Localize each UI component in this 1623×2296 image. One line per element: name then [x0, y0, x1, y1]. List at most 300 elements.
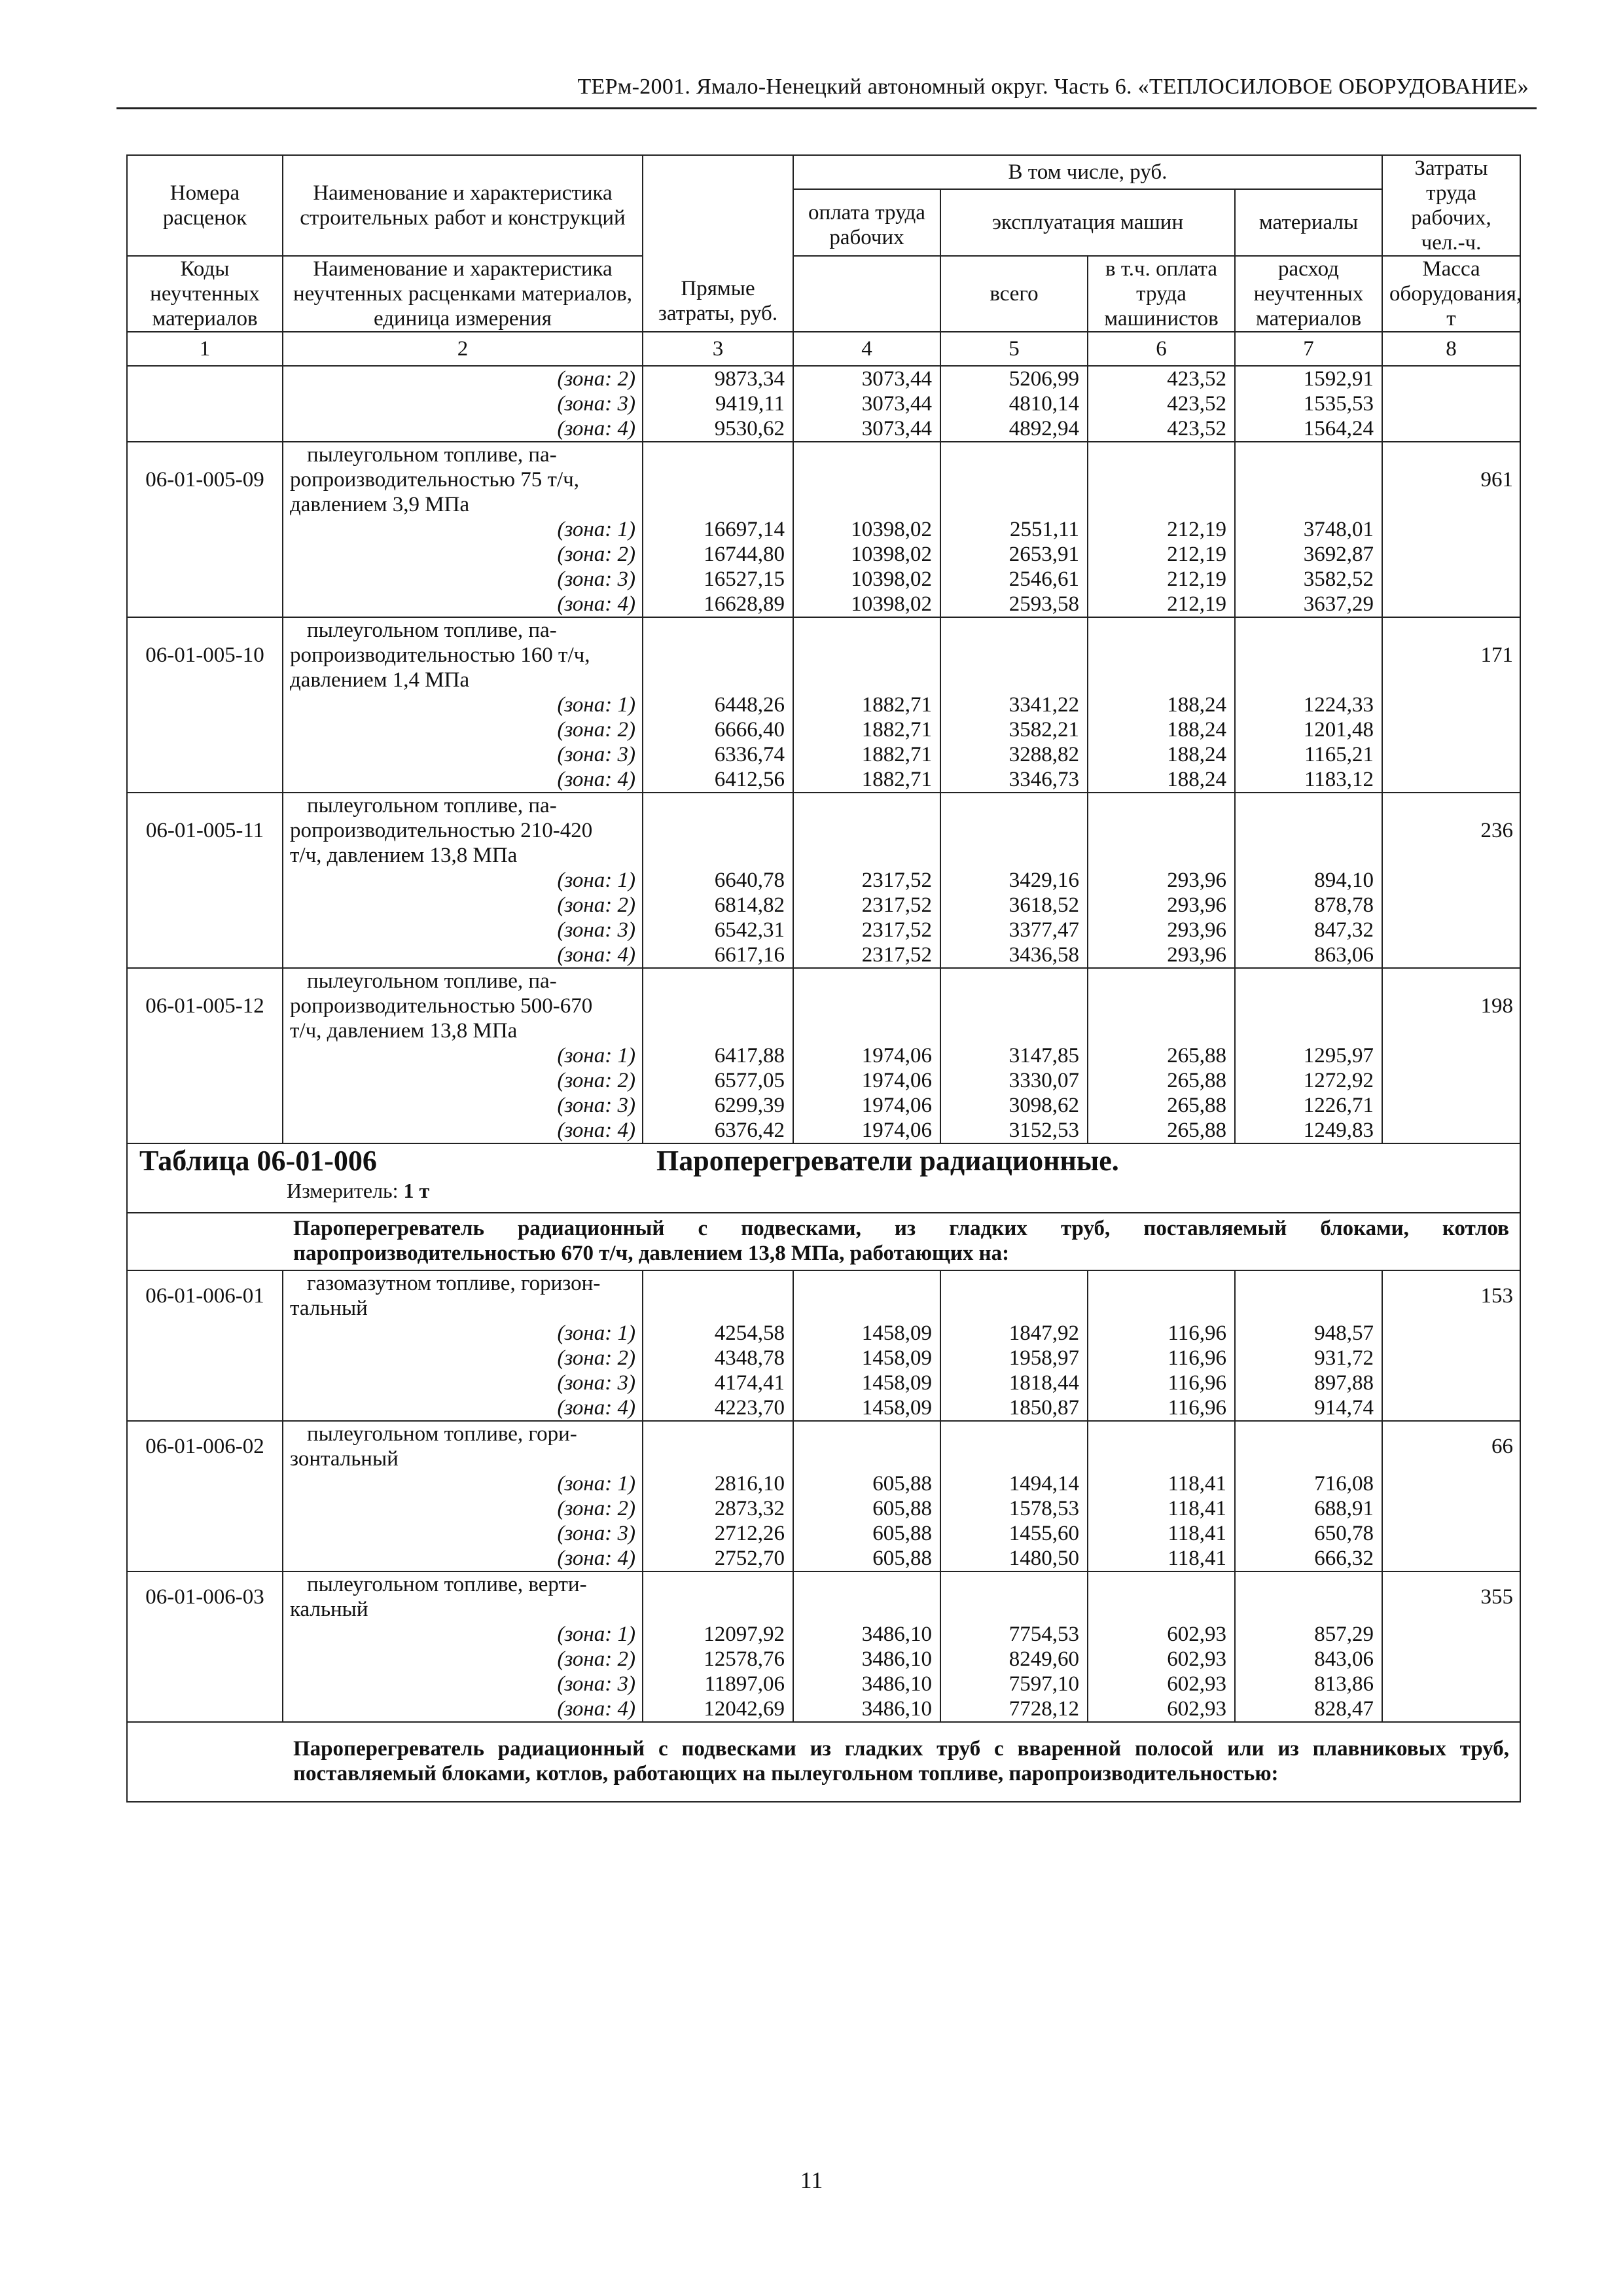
zone-row [127, 542, 1520, 567]
mass-cell [1382, 868, 1520, 893]
materials-cost: 650,78 [1235, 1521, 1382, 1546]
zone-row [127, 1471, 1520, 1496]
materials-cost: 3692,87 [1235, 542, 1382, 567]
machinist-wages: 293,96 [1088, 942, 1235, 968]
direct-cost: 4348,78 [643, 1346, 793, 1371]
zone-label: (зона: 2) [283, 542, 643, 567]
header-title: ТЕРм-2001. Ямало-Ненецкий автономный округ. Часть 6. «ТЕПЛОСИЛОВОЕ ОБОРУДОВАНИЕ» [577, 75, 1529, 99]
col-number: 8 [1382, 332, 1520, 366]
equipment-mass: 355 [1382, 1571, 1520, 1622]
zone-label: (зона: 1) [283, 1622, 643, 1647]
machinist-wages: 212,19 [1088, 542, 1235, 567]
zone-row [127, 1118, 1520, 1143]
mass-cell [1382, 1647, 1520, 1672]
page-number: 11 [800, 2167, 823, 2193]
zone-label: (зона: 4) [283, 1118, 643, 1143]
machines-total: 7597,10 [940, 1672, 1088, 1696]
rate-description [283, 1571, 643, 1622]
rate-item-row [127, 968, 1520, 1043]
empty-cell [793, 968, 940, 1043]
direct-cost: 6814,82 [643, 893, 793, 918]
description-line: пылеугольном топливе, верти- [307, 1573, 587, 1596]
th-in-total: В том числе, руб. [793, 155, 1382, 189]
mass-cell [1382, 1546, 1520, 1571]
wages: 1882,71 [793, 692, 940, 717]
direct-cost: 9530,62 [643, 416, 793, 442]
machines-total: 1578,53 [940, 1496, 1088, 1521]
wages: 1882,71 [793, 742, 940, 767]
empty-cell [643, 442, 793, 517]
table-number: Таблица 06-01-006 [139, 1145, 377, 1177]
col-number: 2 [283, 332, 643, 366]
wages: 2317,52 [793, 918, 940, 942]
rate-code: 06-01-006-01 [127, 1270, 283, 1321]
wages: 10398,02 [793, 517, 940, 542]
machinist-wages: 423,52 [1088, 391, 1235, 416]
materials-cost: 897,88 [1235, 1371, 1382, 1395]
direct-cost: 6666,40 [643, 717, 793, 742]
machines-total: 2593,58 [940, 592, 1088, 617]
rates-body-005 [127, 366, 1520, 1143]
wages: 1458,09 [793, 1321, 940, 1346]
direct-cost: 2873,32 [643, 1496, 793, 1521]
zone-row [127, 1696, 1520, 1722]
zone-row [127, 1622, 1520, 1647]
th-mass: Масса оборудования, т [1382, 256, 1520, 332]
zone-row [127, 366, 1520, 391]
rate-code: 06-01-005-10 [127, 617, 283, 692]
mass-cell [1382, 918, 1520, 942]
code-cell [127, 942, 283, 968]
machines-total: 2546,61 [940, 567, 1088, 592]
wages: 1974,06 [793, 1043, 940, 1068]
direct-cost: 16697,14 [643, 517, 793, 542]
code-cell [127, 1622, 283, 1647]
machines-total: 5206,99 [940, 366, 1088, 391]
mass-cell [1382, 542, 1520, 567]
zone-label: (зона: 1) [283, 1321, 643, 1346]
machinist-wages: 212,19 [1088, 567, 1235, 592]
mass-cell [1382, 1696, 1520, 1722]
empty-cell [1235, 1270, 1382, 1321]
rate-description [283, 1270, 643, 1321]
zone-label: (зона: 2) [283, 366, 643, 391]
zone-row [127, 868, 1520, 893]
wages: 10398,02 [793, 592, 940, 617]
rate-description [283, 617, 643, 692]
materials-cost: 843,06 [1235, 1647, 1382, 1672]
zone-label: (зона: 4) [283, 1546, 643, 1571]
measure-value: 1 т [403, 1179, 430, 1202]
zone-row [127, 1496, 1520, 1521]
description-line: газомазутном топливе, горизон- [307, 1272, 601, 1295]
description-line: ропроизводительностью 500-670 [290, 994, 593, 1018]
materials-cost: 1201,48 [1235, 717, 1382, 742]
description-line: пылеугольном топливе, гори- [307, 1422, 577, 1446]
section-heading: Пароперегреватель радиационный с подвесками, из гладких труб, поставляемый блоками, котлов паропроизводительностью 670 т/ч, давлением 13,8 МПа, работающих на: [283, 1213, 1520, 1270]
zone-label: (зона: 4) [283, 1696, 643, 1722]
materials-cost: 1564,24 [1235, 416, 1382, 442]
code-cell [127, 1043, 283, 1068]
zone-row [127, 1647, 1520, 1672]
materials-cost: 1165,21 [1235, 742, 1382, 767]
rate-code: 06-01-005-11 [127, 793, 283, 868]
machines-total: 3618,52 [940, 893, 1088, 918]
description-line: ропроизводительностью 210-420 [290, 819, 593, 842]
code-cell [127, 1496, 283, 1521]
empty-cell [643, 1421, 793, 1471]
zone-label: (зона: 2) [283, 1647, 643, 1672]
th-name-works: Наименование и характеристика строительных работ и конструкций [283, 155, 643, 256]
wages: 1458,09 [793, 1395, 940, 1421]
mass-cell [1382, 742, 1520, 767]
zone-label: (зона: 4) [283, 767, 643, 793]
rates-table [126, 154, 1521, 1803]
direct-cost: 6448,26 [643, 692, 793, 717]
materials-cost: 1272,92 [1235, 1068, 1382, 1093]
materials-cost: 857,29 [1235, 1622, 1382, 1647]
empty-cell [1235, 442, 1382, 517]
th-wages: оплата труда рабочих [793, 189, 940, 256]
machinist-wages: 116,96 [1088, 1346, 1235, 1371]
wages: 1882,71 [793, 767, 940, 793]
zone-row [127, 391, 1520, 416]
zone-label: (зона: 1) [283, 1043, 643, 1068]
machinist-wages: 293,96 [1088, 893, 1235, 918]
mass-cell [1382, 517, 1520, 542]
code-cell [127, 567, 283, 592]
code-cell [127, 517, 283, 542]
zone-row [127, 1093, 1520, 1118]
code-cell [127, 542, 283, 567]
machines-total: 1958,97 [940, 1346, 1088, 1371]
code-cell [127, 366, 283, 391]
zone-label: (зона: 2) [283, 893, 643, 918]
wages: 1882,71 [793, 717, 940, 742]
code-cell [127, 391, 283, 416]
materials-cost: 3582,52 [1235, 567, 1382, 592]
col-number: 3 [643, 332, 793, 366]
zone-row [127, 742, 1520, 767]
th-incl-wages: в т.ч. оплата труда машинистов [1088, 256, 1235, 332]
machinist-wages: 265,88 [1088, 1043, 1235, 1068]
zone-label: (зона: 1) [283, 692, 643, 717]
machines-total: 3098,62 [940, 1093, 1088, 1118]
wages: 605,88 [793, 1521, 940, 1546]
wages: 3486,10 [793, 1696, 940, 1722]
zone-row [127, 942, 1520, 968]
mass-cell [1382, 767, 1520, 793]
col-number: 4 [793, 332, 940, 366]
table-006-footer [127, 1722, 1520, 1802]
rate-code: 06-01-006-03 [127, 1571, 283, 1622]
empty-cell [1088, 1270, 1235, 1321]
equipment-mass: 236 [1382, 793, 1520, 868]
zone-row [127, 692, 1520, 717]
materials-cost: 1224,33 [1235, 692, 1382, 717]
wages: 3486,10 [793, 1672, 940, 1696]
machinist-wages: 602,93 [1088, 1672, 1235, 1696]
machinist-wages: 293,96 [1088, 918, 1235, 942]
mass-cell [1382, 1395, 1520, 1421]
description-line: тальный [290, 1297, 368, 1320]
empty-cell [793, 1270, 940, 1321]
rate-description [283, 968, 643, 1043]
rate-code: 06-01-005-12 [127, 968, 283, 1043]
zone-label: (зона: 3) [283, 391, 643, 416]
direct-cost: 12578,76 [643, 1647, 793, 1672]
machinist-wages: 602,93 [1088, 1696, 1235, 1722]
th-rate-numbers: Номера расценок [127, 155, 283, 256]
description-line: пылеугольном топливе, па- [307, 969, 557, 993]
wages: 2317,52 [793, 893, 940, 918]
description-line: зонтальный [290, 1447, 399, 1471]
code-cell [127, 1647, 283, 1672]
zone-label: (зона: 1) [283, 868, 643, 893]
zone-label: (зона: 3) [283, 1371, 643, 1395]
empty-cell [940, 617, 1088, 692]
machines-total: 1480,50 [940, 1546, 1088, 1571]
machines-total: 3346,73 [940, 767, 1088, 793]
machinist-wages: 188,24 [1088, 717, 1235, 742]
col-number: 5 [940, 332, 1088, 366]
materials-cost: 828,47 [1235, 1696, 1382, 1722]
equipment-mass: 153 [1382, 1270, 1520, 1321]
direct-cost: 16628,89 [643, 592, 793, 617]
direct-cost: 6417,88 [643, 1043, 793, 1068]
empty-cell [643, 617, 793, 692]
zone-label: (зона: 4) [283, 1395, 643, 1421]
direct-cost: 4223,70 [643, 1395, 793, 1421]
wages: 1974,06 [793, 1118, 940, 1143]
machinist-wages: 265,88 [1088, 1118, 1235, 1143]
direct-cost: 6299,39 [643, 1093, 793, 1118]
direct-cost: 6617,16 [643, 942, 793, 968]
machinist-wages: 212,19 [1088, 517, 1235, 542]
rates-body-006 [127, 1270, 1520, 1722]
rate-code: 06-01-005-09 [127, 442, 283, 517]
mass-cell [1382, 1622, 1520, 1647]
zone-row [127, 1546, 1520, 1571]
machines-total: 3147,85 [940, 1043, 1088, 1068]
rate-description [283, 793, 643, 868]
zone-row [127, 416, 1520, 442]
zone-row [127, 517, 1520, 542]
materials-cost: 1592,91 [1235, 366, 1382, 391]
mass-cell [1382, 416, 1520, 442]
description-line: ропроизводительностью 160 т/ч, [290, 643, 590, 667]
materials-cost: 3748,01 [1235, 517, 1382, 542]
mass-cell [1382, 1471, 1520, 1496]
th-total: всего [940, 256, 1088, 332]
machines-total: 3288,82 [940, 742, 1088, 767]
machinist-wages: 118,41 [1088, 1471, 1235, 1496]
th-machines: эксплуатация машин [940, 189, 1235, 256]
rate-item-row [127, 793, 1520, 868]
table-title: Пароперегреватели радиационные. [656, 1145, 1119, 1177]
code-cell [127, 1346, 283, 1371]
empty-cell [793, 793, 940, 868]
direct-cost: 2752,70 [643, 1546, 793, 1571]
description-line: пылеугольном топливе, па- [307, 619, 557, 642]
machines-total: 3436,58 [940, 942, 1088, 968]
th-wages-gap [793, 256, 940, 332]
materials-cost: 3637,29 [1235, 592, 1382, 617]
machinist-wages: 116,96 [1088, 1321, 1235, 1346]
equipment-mass: 961 [1382, 442, 1520, 517]
wages: 605,88 [793, 1546, 940, 1571]
code-cell [127, 692, 283, 717]
th-labor: Затраты труда рабочих, чел.-ч. [1382, 155, 1520, 256]
machines-total: 3377,47 [940, 918, 1088, 942]
zone-row [127, 592, 1520, 617]
machines-total: 1494,14 [940, 1471, 1088, 1496]
empty-cell [793, 617, 940, 692]
code-cell [127, 717, 283, 742]
empty-cell [940, 793, 1088, 868]
description-line: т/ч, давлением 13,8 МПа [290, 844, 518, 867]
zone-label: (зона: 3) [283, 742, 643, 767]
equipment-mass: 198 [1382, 968, 1520, 1043]
zone-row [127, 1321, 1520, 1346]
machines-total: 1818,44 [940, 1371, 1088, 1395]
zone-row [127, 767, 1520, 793]
code-cell [127, 1546, 283, 1571]
code-cell [127, 918, 283, 942]
zone-label: (зона: 2) [283, 1068, 643, 1093]
direct-cost: 11897,06 [643, 1672, 793, 1696]
machines-total: 1455,60 [940, 1521, 1088, 1546]
materials-cost: 1535,53 [1235, 391, 1382, 416]
wages: 3486,10 [793, 1647, 940, 1672]
materials-cost: 948,57 [1235, 1321, 1382, 1346]
code-cell [127, 1471, 283, 1496]
direct-cost: 4174,41 [643, 1371, 793, 1395]
machines-total: 8249,60 [940, 1647, 1088, 1672]
materials-cost: 666,32 [1235, 1546, 1382, 1571]
materials-cost: 878,78 [1235, 893, 1382, 918]
empty-cell [1235, 793, 1382, 868]
machines-total: 2551,11 [940, 517, 1088, 542]
mass-cell [1382, 1371, 1520, 1395]
direct-cost: 6336,74 [643, 742, 793, 767]
th-materials-use: расход неучтенных материалов [1235, 256, 1382, 332]
description-line: пылеугольном топливе, па- [307, 794, 557, 817]
direct-cost: 16744,80 [643, 542, 793, 567]
mass-cell [1382, 592, 1520, 617]
direct-cost: 6577,05 [643, 1068, 793, 1093]
col-number: 6 [1088, 332, 1235, 366]
empty-cell [940, 1270, 1088, 1321]
mass-cell [1382, 893, 1520, 918]
machines-total: 3341,22 [940, 692, 1088, 717]
mass-cell [1382, 1093, 1520, 1118]
machines-total: 3429,16 [940, 868, 1088, 893]
empty-cell [1235, 1571, 1382, 1622]
materials-cost: 688,91 [1235, 1496, 1382, 1521]
col-number: 7 [1235, 332, 1382, 366]
empty-cell [940, 968, 1088, 1043]
th-materials: материалы [1235, 189, 1382, 256]
machinist-wages: 118,41 [1088, 1521, 1235, 1546]
code-cell [127, 416, 283, 442]
description-line: пылеугольном топливе, па- [307, 443, 557, 467]
code-cell [127, 1521, 283, 1546]
empty-cell [1088, 1421, 1235, 1471]
rate-item-row [127, 442, 1520, 517]
zone-label: (зона: 3) [283, 1672, 643, 1696]
direct-cost: 9419,11 [643, 391, 793, 416]
empty-cell [940, 442, 1088, 517]
empty-cell [940, 1571, 1088, 1622]
empty-cell [1088, 1571, 1235, 1622]
materials-cost: 863,06 [1235, 942, 1382, 968]
wages: 2317,52 [793, 868, 940, 893]
description-line: давлением 1,4 МПа [290, 668, 470, 692]
materials-cost: 894,10 [1235, 868, 1382, 893]
zone-label: (зона: 2) [283, 717, 643, 742]
mass-cell [1382, 1521, 1520, 1546]
rate-code: 06-01-006-02 [127, 1421, 283, 1471]
wages: 10398,02 [793, 567, 940, 592]
machinist-wages: 116,96 [1088, 1371, 1235, 1395]
machinist-wages: 265,88 [1088, 1093, 1235, 1118]
description-line: т/ч, давлением 13,8 МПа [290, 1019, 518, 1043]
wages: 3073,44 [793, 416, 940, 442]
description-line: ропроизводительностью 75 т/ч, [290, 468, 579, 492]
code-cell [127, 1068, 283, 1093]
zone-row [127, 893, 1520, 918]
machinist-wages: 423,52 [1088, 416, 1235, 442]
machinist-wages: 293,96 [1088, 868, 1235, 893]
machines-total: 4810,14 [940, 391, 1088, 416]
machines-total: 7728,12 [940, 1696, 1088, 1722]
equipment-mass: 171 [1382, 617, 1520, 692]
zone-label: (зона: 3) [283, 567, 643, 592]
machinist-wages: 188,24 [1088, 692, 1235, 717]
machines-total: 2653,91 [940, 542, 1088, 567]
zone-row [127, 717, 1520, 742]
zone-row [127, 567, 1520, 592]
direct-cost: 16527,15 [643, 567, 793, 592]
wages: 10398,02 [793, 542, 940, 567]
zone-row [127, 1521, 1520, 1546]
machinist-wages: 423,52 [1088, 366, 1235, 391]
empty-cell [1235, 1421, 1382, 1471]
code-cell [127, 1696, 283, 1722]
code-cell [127, 742, 283, 767]
wages: 3073,44 [793, 366, 940, 391]
machinist-wages: 116,96 [1088, 1395, 1235, 1421]
machines-total: 1847,92 [940, 1321, 1088, 1346]
empty-cell [643, 1270, 793, 1321]
materials-cost: 847,32 [1235, 918, 1382, 942]
mass-cell [1382, 391, 1520, 416]
zone-label: (зона: 1) [283, 517, 643, 542]
mass-cell [1382, 1496, 1520, 1521]
mass-cell [1382, 1672, 1520, 1696]
wages: 2317,52 [793, 942, 940, 968]
empty-cell [643, 968, 793, 1043]
rate-description [283, 1421, 643, 1471]
description-line: кальный [290, 1598, 368, 1621]
empty-cell [793, 442, 940, 517]
code-cell [127, 1395, 283, 1421]
zone-label: (зона: 1) [283, 1471, 643, 1496]
description-line: давлением 3,9 МПа [290, 493, 470, 516]
th-codes: Коды неучтенных материалов [127, 256, 283, 332]
zone-label: (зона: 2) [283, 1346, 643, 1371]
